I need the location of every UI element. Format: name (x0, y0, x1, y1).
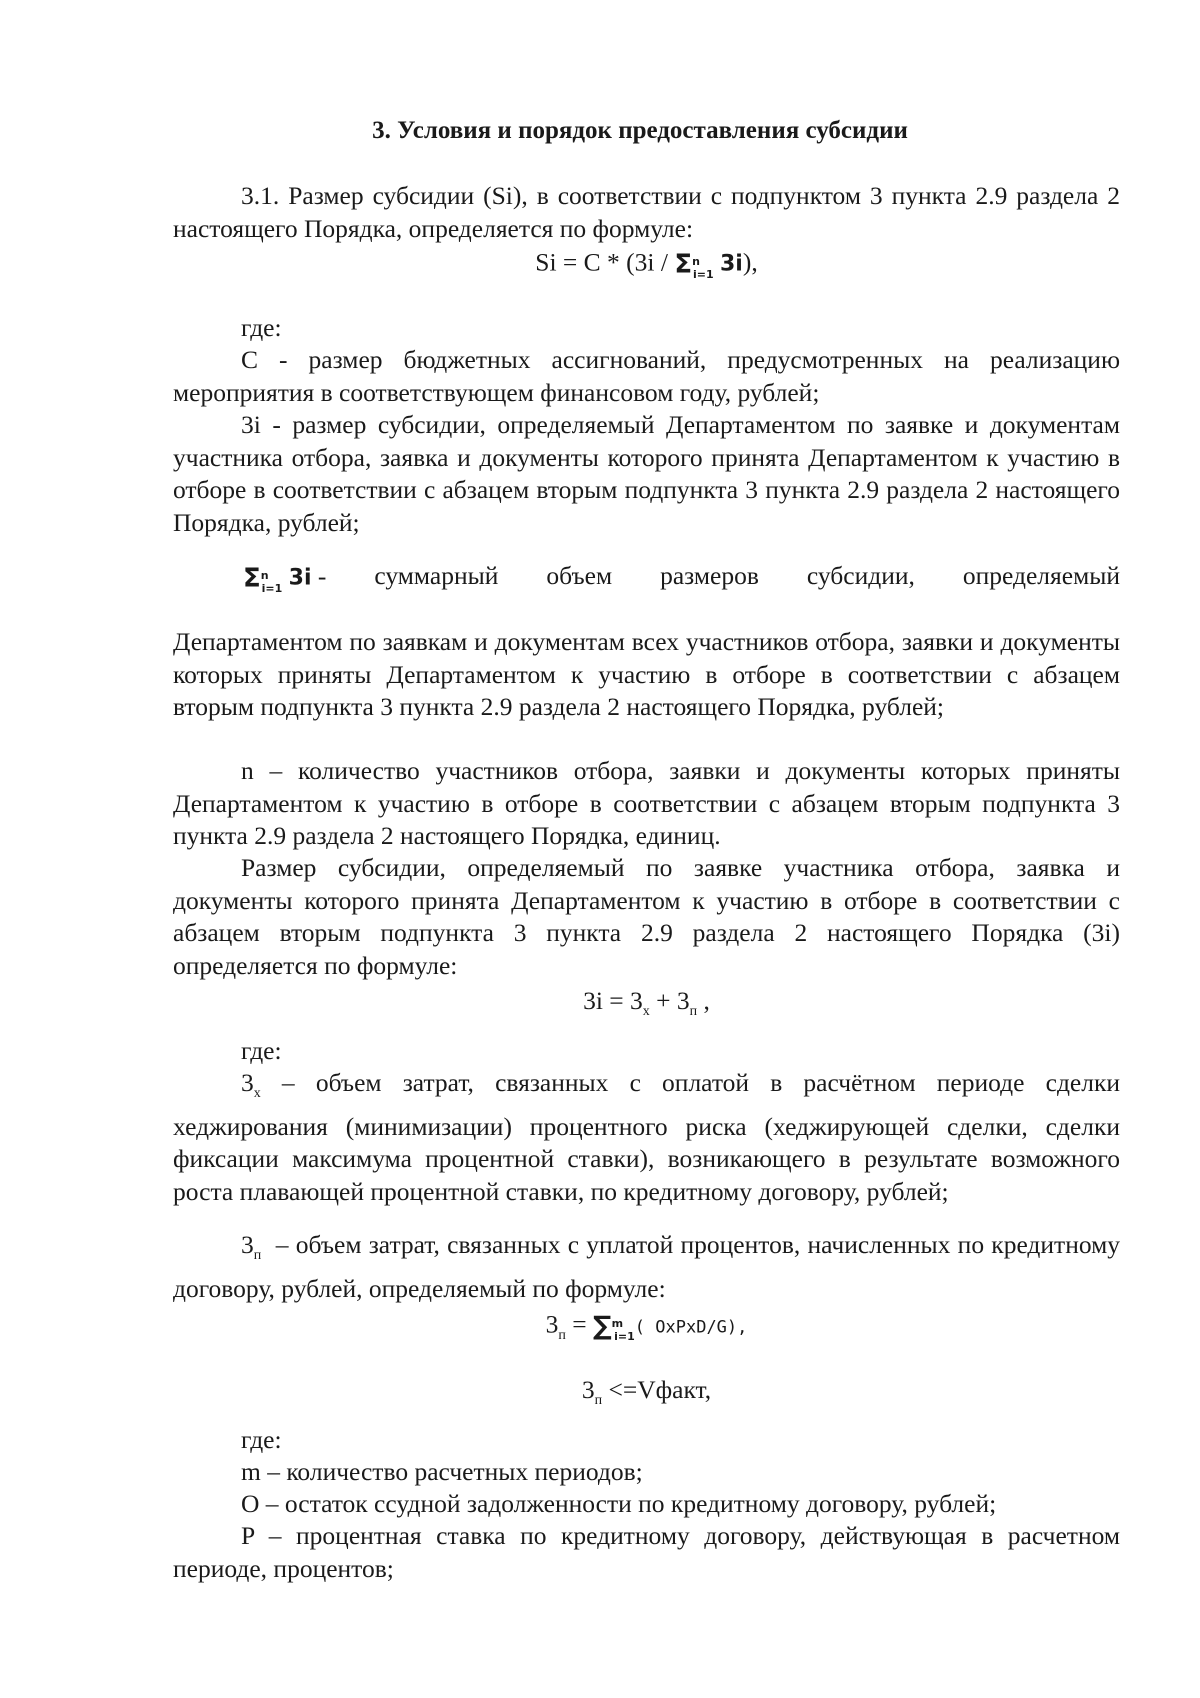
sum-symbol-icon: $\Sigma^n_{i=1}$ (243, 563, 283, 595)
sum-word-3: размеров (660, 561, 759, 590)
definition-c: C - размер бюджетных ассигнований, предусмотренных на реализацию мероприятия в соответствующем финансовом году, рублей; (173, 345, 1120, 407)
definition-3p: $3_п$ – объем затрат, связанных с уплатой процентов, начисленных по кредитному договору, рублей, определяемый по формуле: (173, 1230, 1127, 1303)
where-label-3: где: (241, 1425, 282, 1454)
definition-sum-symbol: $\Sigma^n_{i=1}$ 3i - (243, 560, 326, 605)
definition-3i: 3i - размер субсидии, определяемый Департаментом по заявке и документам участника отбора, заявка и документы которого принята Департаментом к участию в отборе в соответствии с абзацем вторым подпункта 3 пункта 2.9 раздела 2 настоящего Порядка, рублей; (173, 410, 1120, 537)
definition-sum-line (243, 560, 1120, 605)
sum-word-2: объем (546, 561, 613, 590)
sum-word-4: субсидии, (806, 561, 915, 590)
sum-word-5: определяемый (962, 561, 1120, 590)
formula-3i: $3i = 3_х + 3_п$ , (583, 986, 710, 1020)
definition-o: O – остаток ссудной задолженности по кредитному договору, рублей; (241, 1489, 997, 1518)
sum-word-1: суммарный (374, 561, 499, 590)
paragraph-subsidy-size: Размер субсидии, определяемый по заявке участника отбора, заявка и документы которого принята Департаментом к участию в отборе в соответствии с абзацем вторым подпункта 3 пункта 2.9 раздела 2 настоящего Порядка (3i) определяется по формуле: (173, 853, 1120, 980)
where-label-2: где: (241, 1036, 282, 1065)
definition-3x: $3_х$ – объем затрат, связанных с оплатой в расчётном периоде сделки хеджирования (минимизации) процентного риска (хеджирующей сделки, сделки фиксации максимума процентной ставки), возникающего в результате возможного роста плавающей процентной ставки, по кредитному договору, рублей; (173, 1068, 1120, 1206)
where-label-1: где: (241, 313, 282, 342)
formula-3p-limit: $3_п$ <=Vфакт, (581, 1375, 712, 1409)
definition-n: n – количество участников отбора, заявки и документы которых приняты Департаментом к участию в отборе в соответствии с абзацем вторым подпункта 3 пункта 2.9 раздела 2 настоящего Порядка, единиц. (173, 756, 1120, 850)
sum-variable: 3i (719, 251, 743, 277)
formula-3p: $3_п = \sum^m_{i=1}$( OxPxD/G), (173, 1308, 1120, 1353)
sum-symbol-icon: $\Sigma^n_{i=1}$ (674, 249, 714, 281)
section-title: 3. Условия и порядок предоставления субсидии (372, 117, 908, 144)
formula-si-right: ), (742, 247, 758, 277)
paragraph-3-1: 3.1. Размер субсидии (Si), в соответствии с подпунктом 3 пункта 2.9 раздела 2 настоящего Порядка, определяется по формуле: (173, 181, 1120, 243)
definition-m: m – количество расчетных периодов; (241, 1457, 643, 1486)
definition-sum-continued: Департаментом по заявкам и документам всех участников отбора, заявки и документы которых приняты Департаментом к участию в отборе в соответствии с абзацем вторым подпункта 3 пункта 2.9 раздела 2 настоящего Порядка, рублей; (173, 627, 1120, 721)
definition-p: P – процентная ставка по кредитному договору, действующая в расчетном периоде, процентов; (173, 1521, 1120, 1583)
formula-3p-body: ( OxPxD/G), (634, 1317, 748, 1338)
formula-si-left: Si = C * (3i / (535, 247, 675, 277)
sum-symbol-icon: ∑$^m_{i=1}$ (593, 1311, 635, 1343)
formula-si (173, 246, 1120, 291)
